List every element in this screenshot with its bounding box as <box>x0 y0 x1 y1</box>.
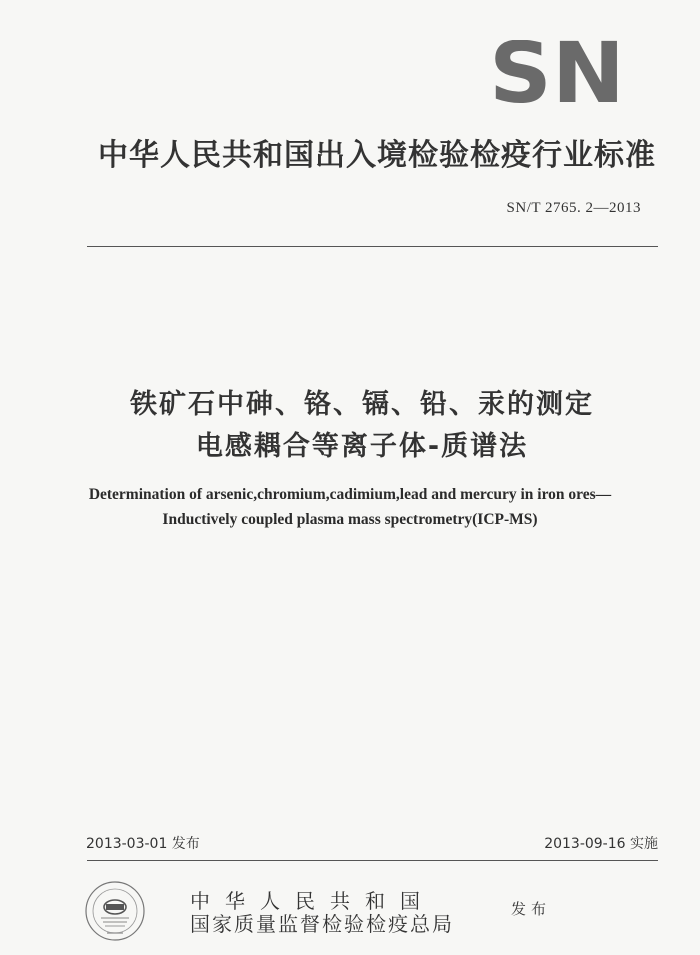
implementation-date: 2013-09-16 实施 <box>544 836 658 852</box>
issuer-line-1: 中华人民共和国 <box>190 889 435 913</box>
bottom-divider <box>87 860 658 861</box>
seal-icon <box>84 880 146 942</box>
chinese-title-line-2: 电感耦合等离子体-质谱法 <box>195 431 529 462</box>
sn-logo-graphic <box>487 40 627 108</box>
standard-category: 中华人民共和国出入境检验检疫行业标准 <box>98 138 656 173</box>
sn-logo-text: SN <box>489 40 625 108</box>
top-divider <box>87 246 658 247</box>
issuer-line-2: 国家质量监督检验检疫总局 <box>190 912 454 936</box>
release-label: 发布 <box>511 900 552 918</box>
sn-logo <box>487 40 627 108</box>
english-title-line-2: Inductively coupled plasma mass spectrometry(ICP-MS) <box>162 511 538 528</box>
chinese-title-line-1: 铁矿石中砷、铬、镉、铅、汞的测定 <box>130 389 594 420</box>
issue-date: 2013-03-01 发布 <box>86 836 200 852</box>
english-title-line-1: Determination of arsenic,chromium,cadimium,lead and mercury in iron ores— <box>88 486 612 503</box>
standard-number: SN/T 2765. 2—2013 <box>506 200 641 216</box>
